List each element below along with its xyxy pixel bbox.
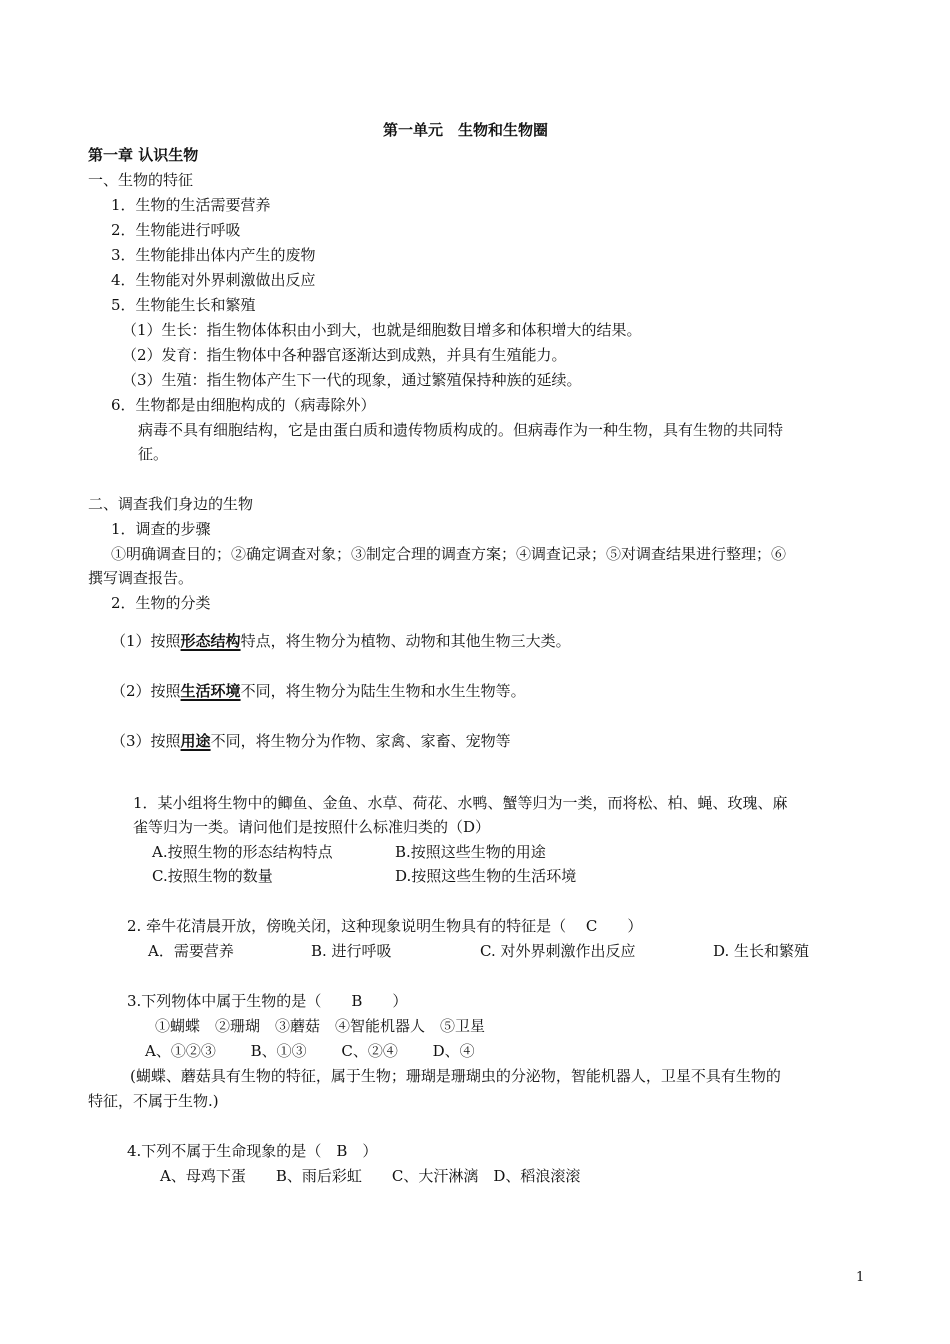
question3-options: A、①②③ B、①③ C、②④ D、④ <box>145 1042 475 1060</box>
page-number: 1 <box>856 1270 865 1285</box>
classification-prefix: （1）按照 <box>111 632 181 650</box>
question1-line1: 1．某小组将生物中的鲫鱼、金鱼、水草、荷花、水鸭、蟹等归为一类，而将松、柏、蝇、玫瑰、麻 <box>133 794 788 812</box>
question3-stem: 3.下列物体中属于生物的是（ B ） <box>127 992 408 1010</box>
list-item: 1．生物的生活需要营养 <box>111 196 271 214</box>
question1-option-d: D.按照这些生物的生活环境 <box>395 867 577 885</box>
question2-option-c: C. 对外界刺激作出反应 <box>480 942 636 960</box>
list-item: 3．生物能排出体内产生的废物 <box>111 246 316 264</box>
survey-steps-title: 1．调查的步骤 <box>111 520 211 538</box>
question3-note-line1: (蝴蝶、蘑菇具有生物的特征，属于生物；珊瑚是珊瑚虫的分泌物，智能机器人，卫星不具有生物的 <box>130 1067 781 1085</box>
classification-prefix: （3）按照 <box>111 732 181 750</box>
question1-line2: 雀等归为一类。请问他们是按照什么标准归类的（D） <box>133 818 491 836</box>
question4-stem: 4.下列不属于生命现象的是（ B ） <box>127 1142 378 1160</box>
question2-option-b: B. 进行呼吸 <box>311 942 392 960</box>
virus-note-line1: 病毒不具有细胞结构，它是由蛋白质和遗传物质构成的。但病毒作为一种生物，具有生物的共同特 <box>138 421 784 439</box>
survey-steps-line2: 撰写调查报告。 <box>88 569 194 587</box>
chapter-title: 第一章 认识生物 <box>88 146 199 164</box>
list-item: 4．生物能对外界刺激做出反应 <box>111 271 316 289</box>
sub-item-growth: （1）生长：指生物体体积由小到大，也就是细胞数目增多和体积增大的结果。 <box>122 321 642 339</box>
question1-option-b: B.按照这些生物的用途 <box>395 843 546 861</box>
question1-option-a: A.按照生物的形态结构特点 <box>152 843 333 861</box>
question3-note-line2: 特征，不属于生物.) <box>88 1092 219 1110</box>
survey-steps-line1: ①明确调查目的；②确定调查对象；③制定合理的调查方案；④调查记录；⑤对调查结果进行整理；⑥ <box>111 545 787 563</box>
sub-item-reproduction: （3）生殖：指生物体产生下一代的现象，通过繁殖保持种族的延续。 <box>122 371 582 389</box>
classification-item-environment <box>111 681 526 701</box>
section1-heading: 一、生物的特征 <box>88 171 194 189</box>
classification-suffix: 特点，将生物分为植物、动物和其他生物三大类。 <box>240 632 571 650</box>
keyword-morphology: 形态结构 <box>180 632 241 650</box>
keyword-environment: 生活环境 <box>180 682 241 700</box>
classification-item-use <box>111 731 511 751</box>
classification-suffix: 不同，将生物分为陆生生物和水生生物等。 <box>240 682 526 700</box>
sub-item-development: （2）发育：指生物体中各种器官逐渐达到成熟，并具有生殖能力。 <box>122 346 567 364</box>
keyword-use: 用途 <box>180 732 211 750</box>
question2-option-a: A．需要营养 <box>148 942 234 960</box>
section2-heading: 二、调查我们身边的生物 <box>88 495 254 513</box>
classification-prefix: （2）按照 <box>111 682 181 700</box>
list-item: 2．生物能进行呼吸 <box>111 221 241 239</box>
unit-title: 第一单元 生物和生物圈 <box>383 121 549 139</box>
classification-title: 2．生物的分类 <box>111 594 211 612</box>
question4-options: A、母鸡下蛋 B、雨后彩虹 C、大汗淋漓 D、稻浪滚滚 <box>160 1167 581 1185</box>
question2-option-d: D. 生长和繁殖 <box>713 942 810 960</box>
question3-items: ①蝴蝶 ②珊瑚 ③蘑菇 ④智能机器人 ⑤卫星 <box>155 1017 486 1035</box>
question2-stem: 2. 牵牛花清晨开放，傍晚关闭，这种现象说明生物具有的特征是（ C ） <box>127 917 643 935</box>
list-item: 5．生物能生长和繁殖 <box>111 296 256 314</box>
question1-option-c: C.按照生物的数量 <box>152 867 273 885</box>
classification-suffix: 不同，将生物分为作物、家禽、家畜、宠物等 <box>210 732 511 750</box>
list-item: 6．生物都是由细胞构成的（病毒除外） <box>111 396 376 414</box>
virus-note-line2: 征。 <box>138 445 169 463</box>
classification-item-morphology <box>111 631 571 651</box>
